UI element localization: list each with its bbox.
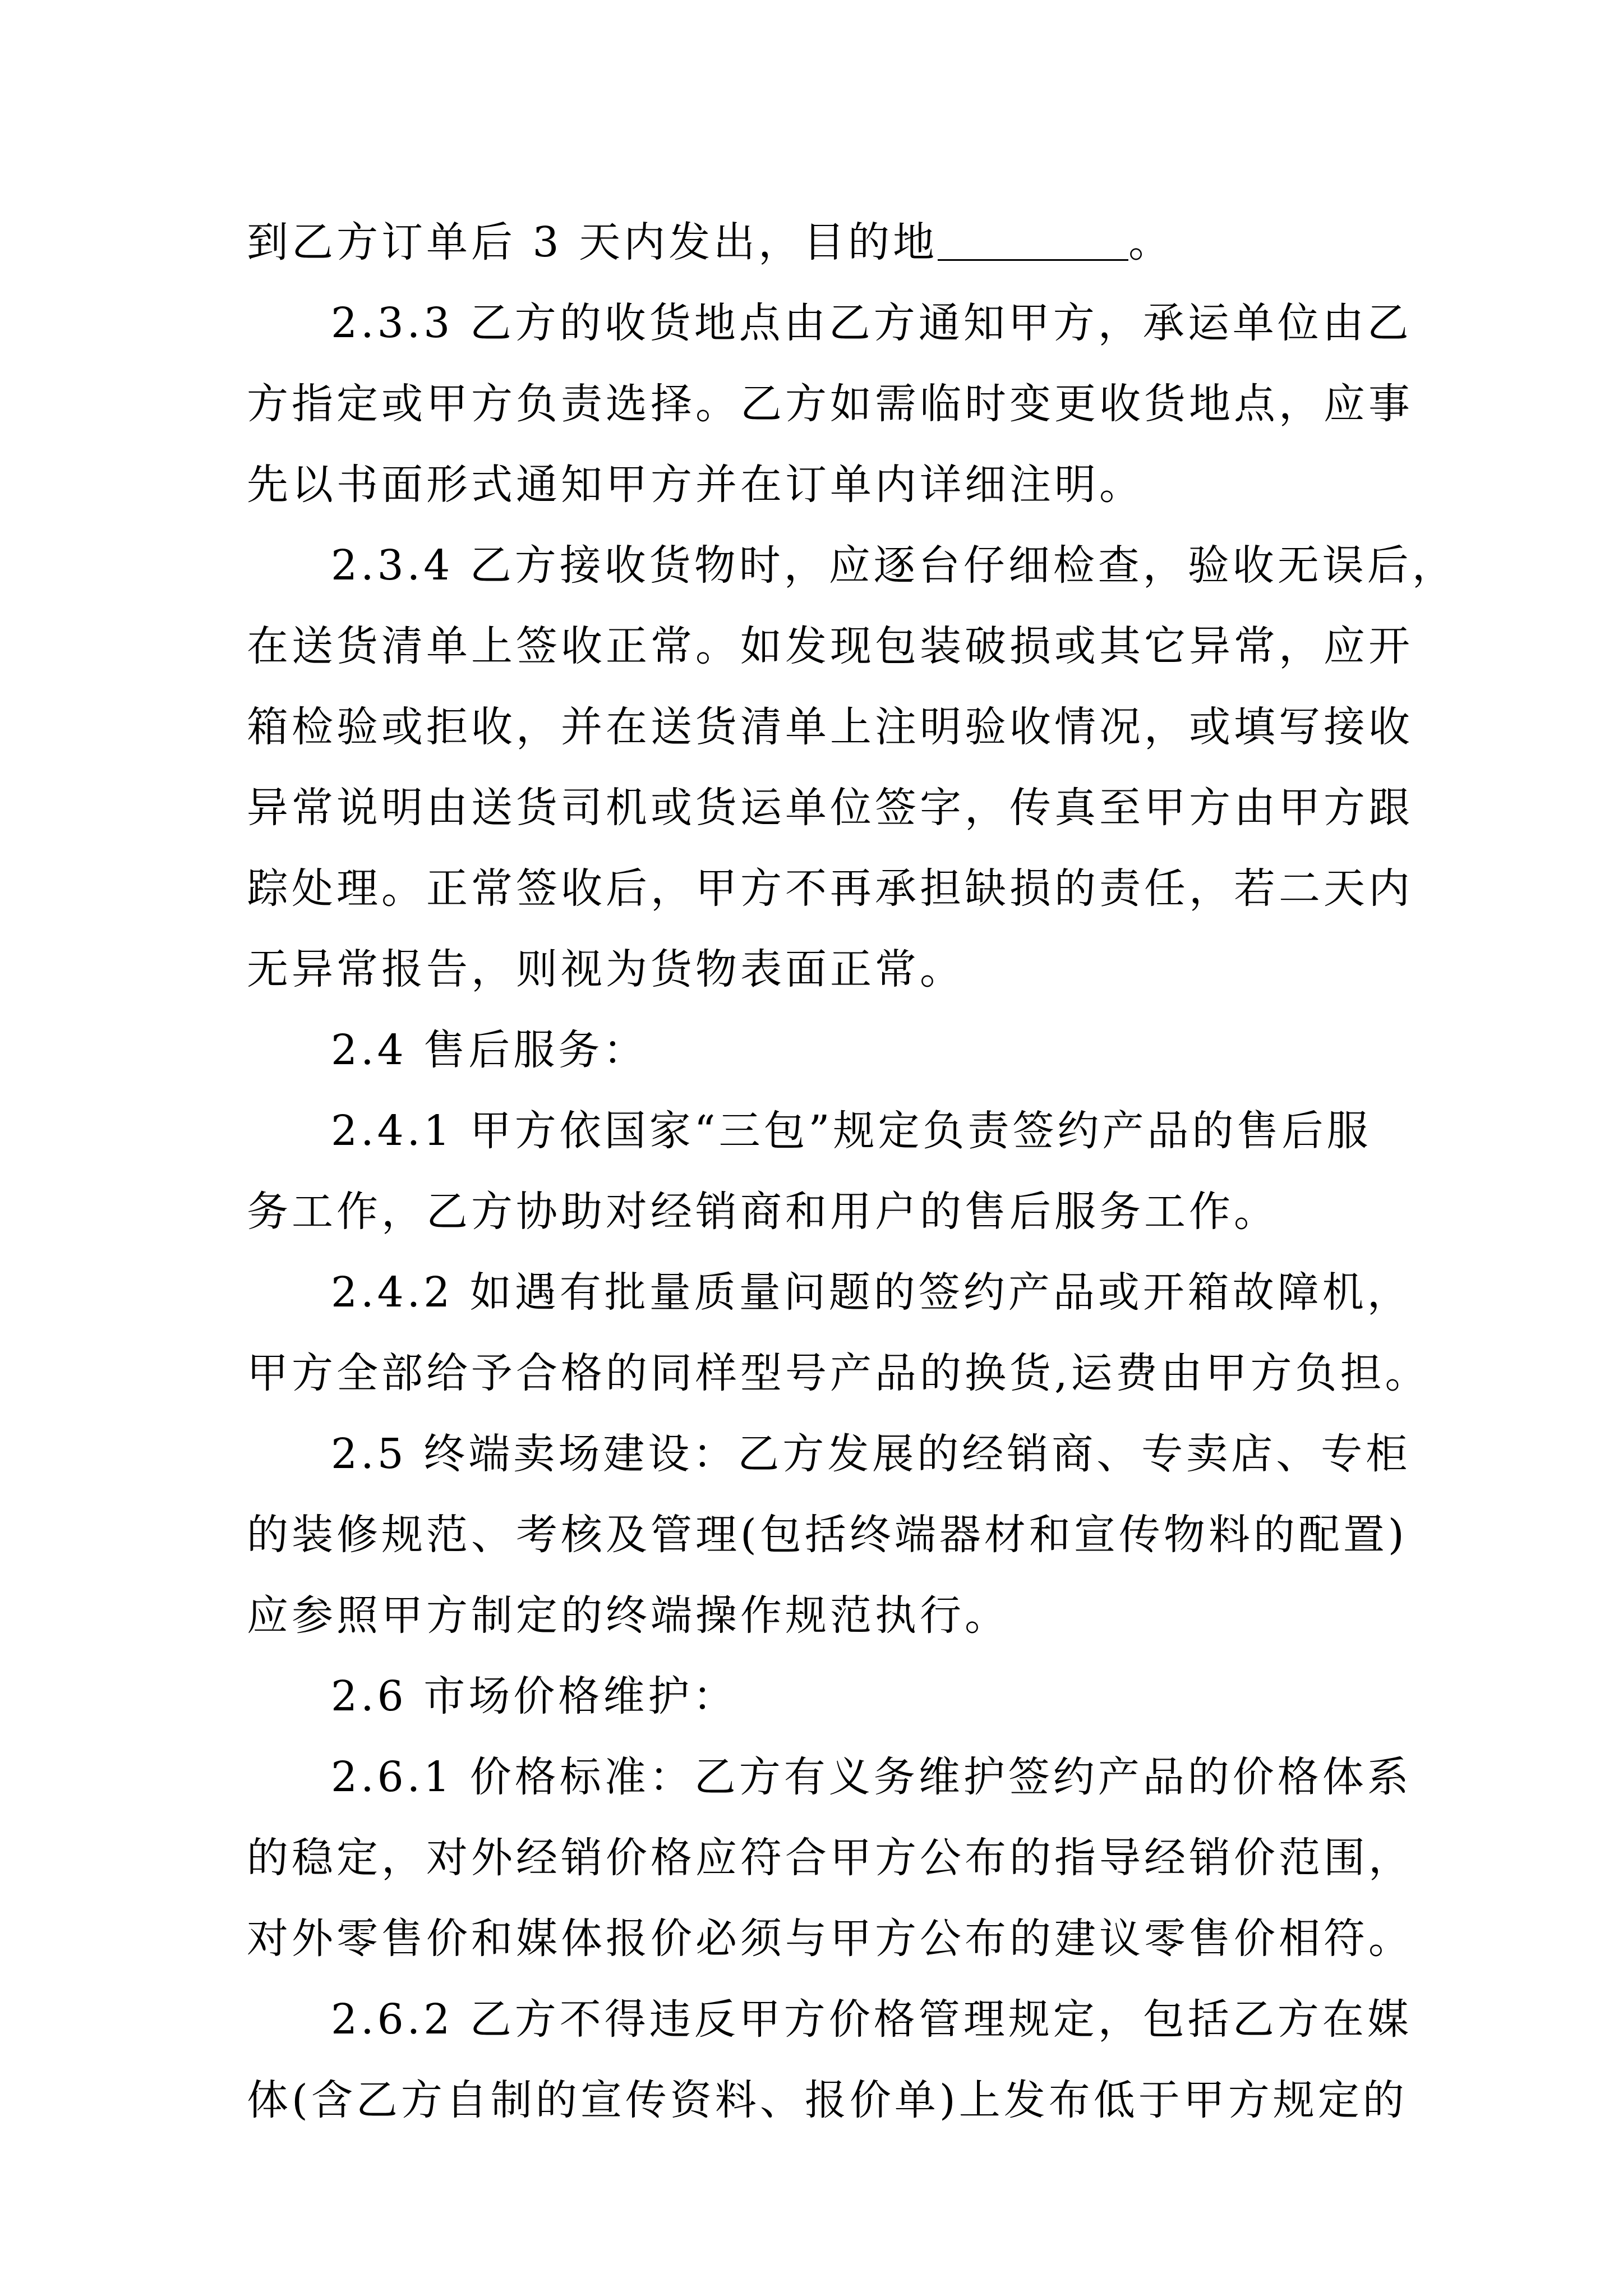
text-line: 2.6.2 乙方不得违反甲方价格管理规定，包括乙方在媒 [331, 1995, 1412, 2044]
text-line: 异常说明由送货司机或货运单位签字，传真至甲方由甲方跟 [247, 784, 1413, 832]
paragraph [247, 202, 1402, 283]
text-line: 2.6 市场价格维护： [331, 1672, 738, 1720]
text-line: 踪处理。正常签收后，甲方不再承担缺损的责任，若二天内 [247, 864, 1413, 913]
fill-in-blank [938, 218, 1128, 261]
text-line: 对外零售价和媒体报价必须与甲方公布的建议零售价相符。 [247, 1915, 1413, 1963]
paragraph [247, 525, 1457, 1010]
text-line: 的稳定，对外经销价格应符合甲方公布的指导经销价范围， [247, 1834, 1413, 1882]
text-line: 箱检验或拒收，并在送货清单上注明验收情况，或填写接收 [247, 703, 1413, 751]
section-heading [247, 1656, 1402, 1737]
text-line: 2.5 终端卖场建设：乙方发展的经销商、专卖店、专柜 [331, 1430, 1411, 1478]
text-line: 2.4.2 如遇有批量质量问题的签约产品或开箱故障机， [331, 1268, 1412, 1317]
text-line: 2.3.4 乙方接收货物时，应逐台仔细检查，验收无误后， [331, 541, 1457, 590]
text-line: 2.4.1 甲方依国家“三包”规定负责签约产品的售后服 [331, 1107, 1372, 1155]
paragraph [247, 283, 1413, 525]
text-line: 的装修规范、考核及管理(包括终端器材和宣传物料的配置) [247, 1511, 1408, 1559]
paragraph [247, 1979, 1412, 2141]
text-line: 应参照甲方制定的终端操作规范执行。 [247, 1591, 1009, 1640]
text-line: 2.4 售后服务： [331, 1026, 648, 1074]
section-heading [247, 1010, 1402, 1091]
text-line: 体(含乙方自制的宣传资料、报价单)上发布低于甲方规定的 [247, 2076, 1408, 2124]
text-line: 先以书面形式通知甲方并在订单内详细注明。 [247, 461, 1144, 509]
text-segment: 到乙方订单后 3 天内发出，目的地 [247, 218, 938, 266]
text-line [247, 202, 1402, 283]
paragraph [247, 1091, 1402, 1252]
text-line: 务工作，乙方协助对经销商和用户的售后服务工作。 [247, 1188, 1279, 1236]
text-segment: 。 [1128, 218, 1174, 266]
text-line: 2.6.1 价格标准：乙方有义务维护签约产品的价格体系 [331, 1753, 1412, 1801]
paragraph [247, 1414, 1411, 1656]
paragraph [247, 1737, 1413, 1979]
text-line: 甲方全部给予合格的同样型号产品的换货,运费由甲方负担。 [247, 1349, 1430, 1397]
text-line: 2.3.3 乙方的收货地点由乙方通知甲方，承运单位由乙 [331, 299, 1412, 347]
text-line: 无异常报告，则视为货物表面正常。 [247, 945, 965, 993]
paragraph [247, 1252, 1430, 1414]
document-body [247, 202, 1457, 2141]
text-line: 在送货清单上签收正常。如发现包装破损或其它异常，应开 [247, 622, 1413, 670]
text-line: 方指定或甲方负责选择。乙方如需临时变更收货地点，应事 [247, 380, 1413, 428]
